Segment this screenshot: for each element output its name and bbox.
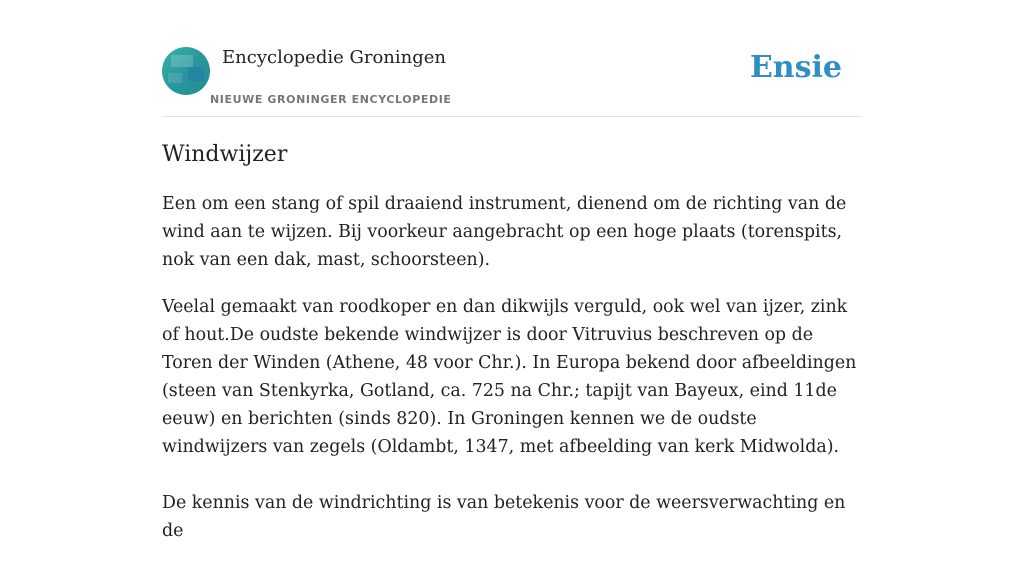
article-paragraph: De kennis van de windrichting is van betekenis voor de weersverwachting en de — [162, 493, 846, 541]
avatar-shape — [168, 73, 182, 83]
avatar-shape — [171, 55, 193, 67]
article — [162, 138, 862, 564]
article-paragraph: Een om een stang of spil draaiend instrument, dienend om de richting van de wind aan te wijzen. Bij voorkeur aangebracht op een hoge plaats (torenspits, nok van een dak, mast, schoorsteen). — [162, 194, 847, 270]
article-title: Windwijzer — [162, 142, 288, 167]
article-paragraph: Veelal gemaakt van roodkoper en dan dikwijls verguld, ook wel van ijzer, zink of hout.De oudste bekende windwijzer is door Vitruvius beschreven op de Toren der Winden (Athene, 48 voor Chr.). In Europa bekend door afbeeldingen (steen van Stenkyrka, Gotland, ca. 725 na Chr.; tapijt van Bayeux, eind 11de eeuw) en berichten (sinds 820). In Groningen kennen we de oudste windwijzers van zegels (Oldambt, 1347, met afbeelding van kerk Midwolda). — [162, 297, 857, 457]
ensie-logo[interactable]: Ensie — [749, 50, 842, 85]
site-header — [162, 46, 862, 117]
site-title-link[interactable]: Encyclopedie Groningen — [222, 47, 447, 68]
avatar-shape — [188, 67, 204, 81]
site-subtitle: NIEUWE GRONINGER ENCYCLOPEDIE — [210, 93, 452, 106]
site-avatar[interactable] — [162, 47, 210, 95]
